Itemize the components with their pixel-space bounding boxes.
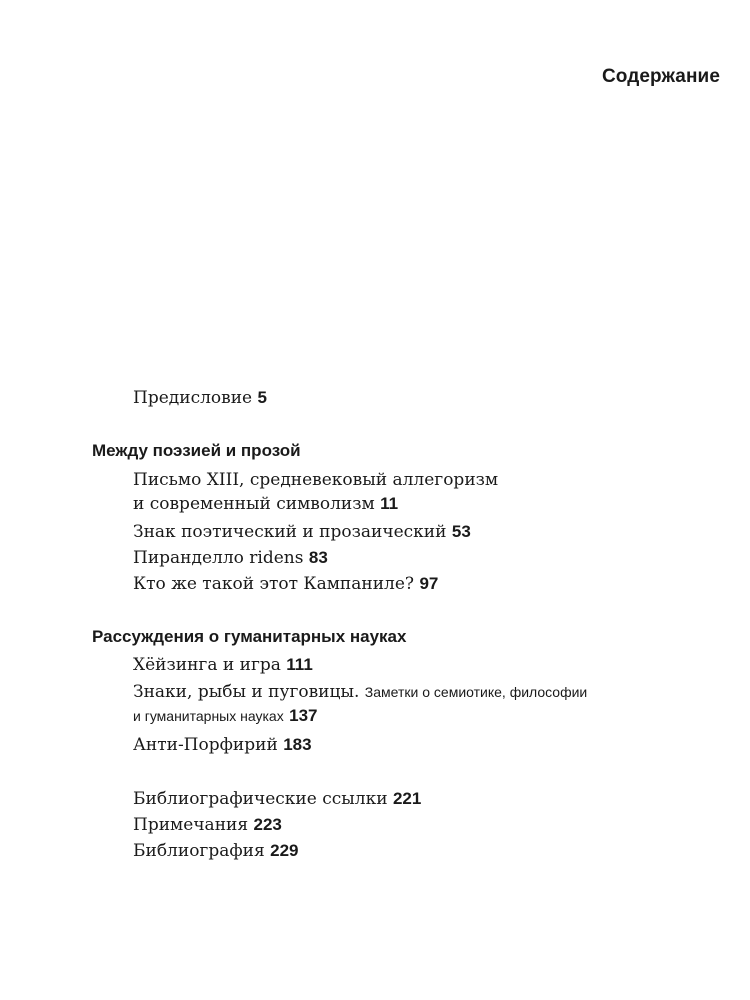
page-number: 183 <box>283 735 312 754</box>
entry-label: Пиранделло ridens <box>133 548 304 568</box>
page-number: 53 <box>451 522 471 541</box>
entry-label: Примечания <box>133 815 249 835</box>
entry-label: Знаки, рыбы и пуговицы. <box>133 682 360 702</box>
page-number: 97 <box>419 574 439 593</box>
entry-label: Хёйзинга и игра <box>133 655 281 675</box>
entry-label-line2: и современный символизм <box>133 494 375 514</box>
page-number: 221 <box>392 789 422 808</box>
section-heading-humanities: Рассуждения о гуманитарных науках <box>92 627 407 646</box>
entry-label: Кто же такой этот Кампаниле? <box>133 574 415 594</box>
entry-label: Библиография <box>133 841 265 861</box>
toc-entry-preface <box>133 386 267 410</box>
entry-label: Знак поэтический и прозаический <box>133 522 447 542</box>
entry-subtitle-line2: и гуманитарных науках <box>133 708 284 724</box>
toc-entry-signs-fish-buttons <box>133 680 587 728</box>
toc-entry-notes <box>133 813 282 837</box>
page-title: Содержание <box>601 66 720 87</box>
entry-subtitle-line1: Заметки о семиотике, философии <box>364 684 588 700</box>
page-number: 83 <box>308 548 328 567</box>
entry-label-line1: Письмо XIII, средневековый аллегоризм <box>133 470 499 490</box>
page-number: 5 <box>257 388 267 407</box>
page-number: 229 <box>270 841 299 860</box>
toc-entry-bibliography <box>133 839 299 863</box>
toc-entry-bibliographic-references <box>133 787 421 811</box>
toc-entry-pirandello <box>133 546 328 570</box>
entry-label: Библиографические ссылки <box>133 789 388 809</box>
page-number: 137 <box>289 706 318 725</box>
toc-entry-letter-xiii <box>133 468 498 516</box>
toc-entry-anti-porphyry <box>133 733 312 757</box>
toc-entry-sign-poetic <box>133 520 471 544</box>
toc-entry-huizinga <box>133 653 313 677</box>
entry-label: Предисловие <box>133 388 253 408</box>
entry-label: Анти-Порфирий <box>133 735 278 755</box>
toc-entry-campanile <box>133 572 438 596</box>
section-heading-poetry-prose: Между поэзией и прозой <box>92 441 301 460</box>
page-number: 223 <box>253 815 282 834</box>
page-number: 11 <box>380 494 399 513</box>
page-number: 111 <box>286 655 313 674</box>
